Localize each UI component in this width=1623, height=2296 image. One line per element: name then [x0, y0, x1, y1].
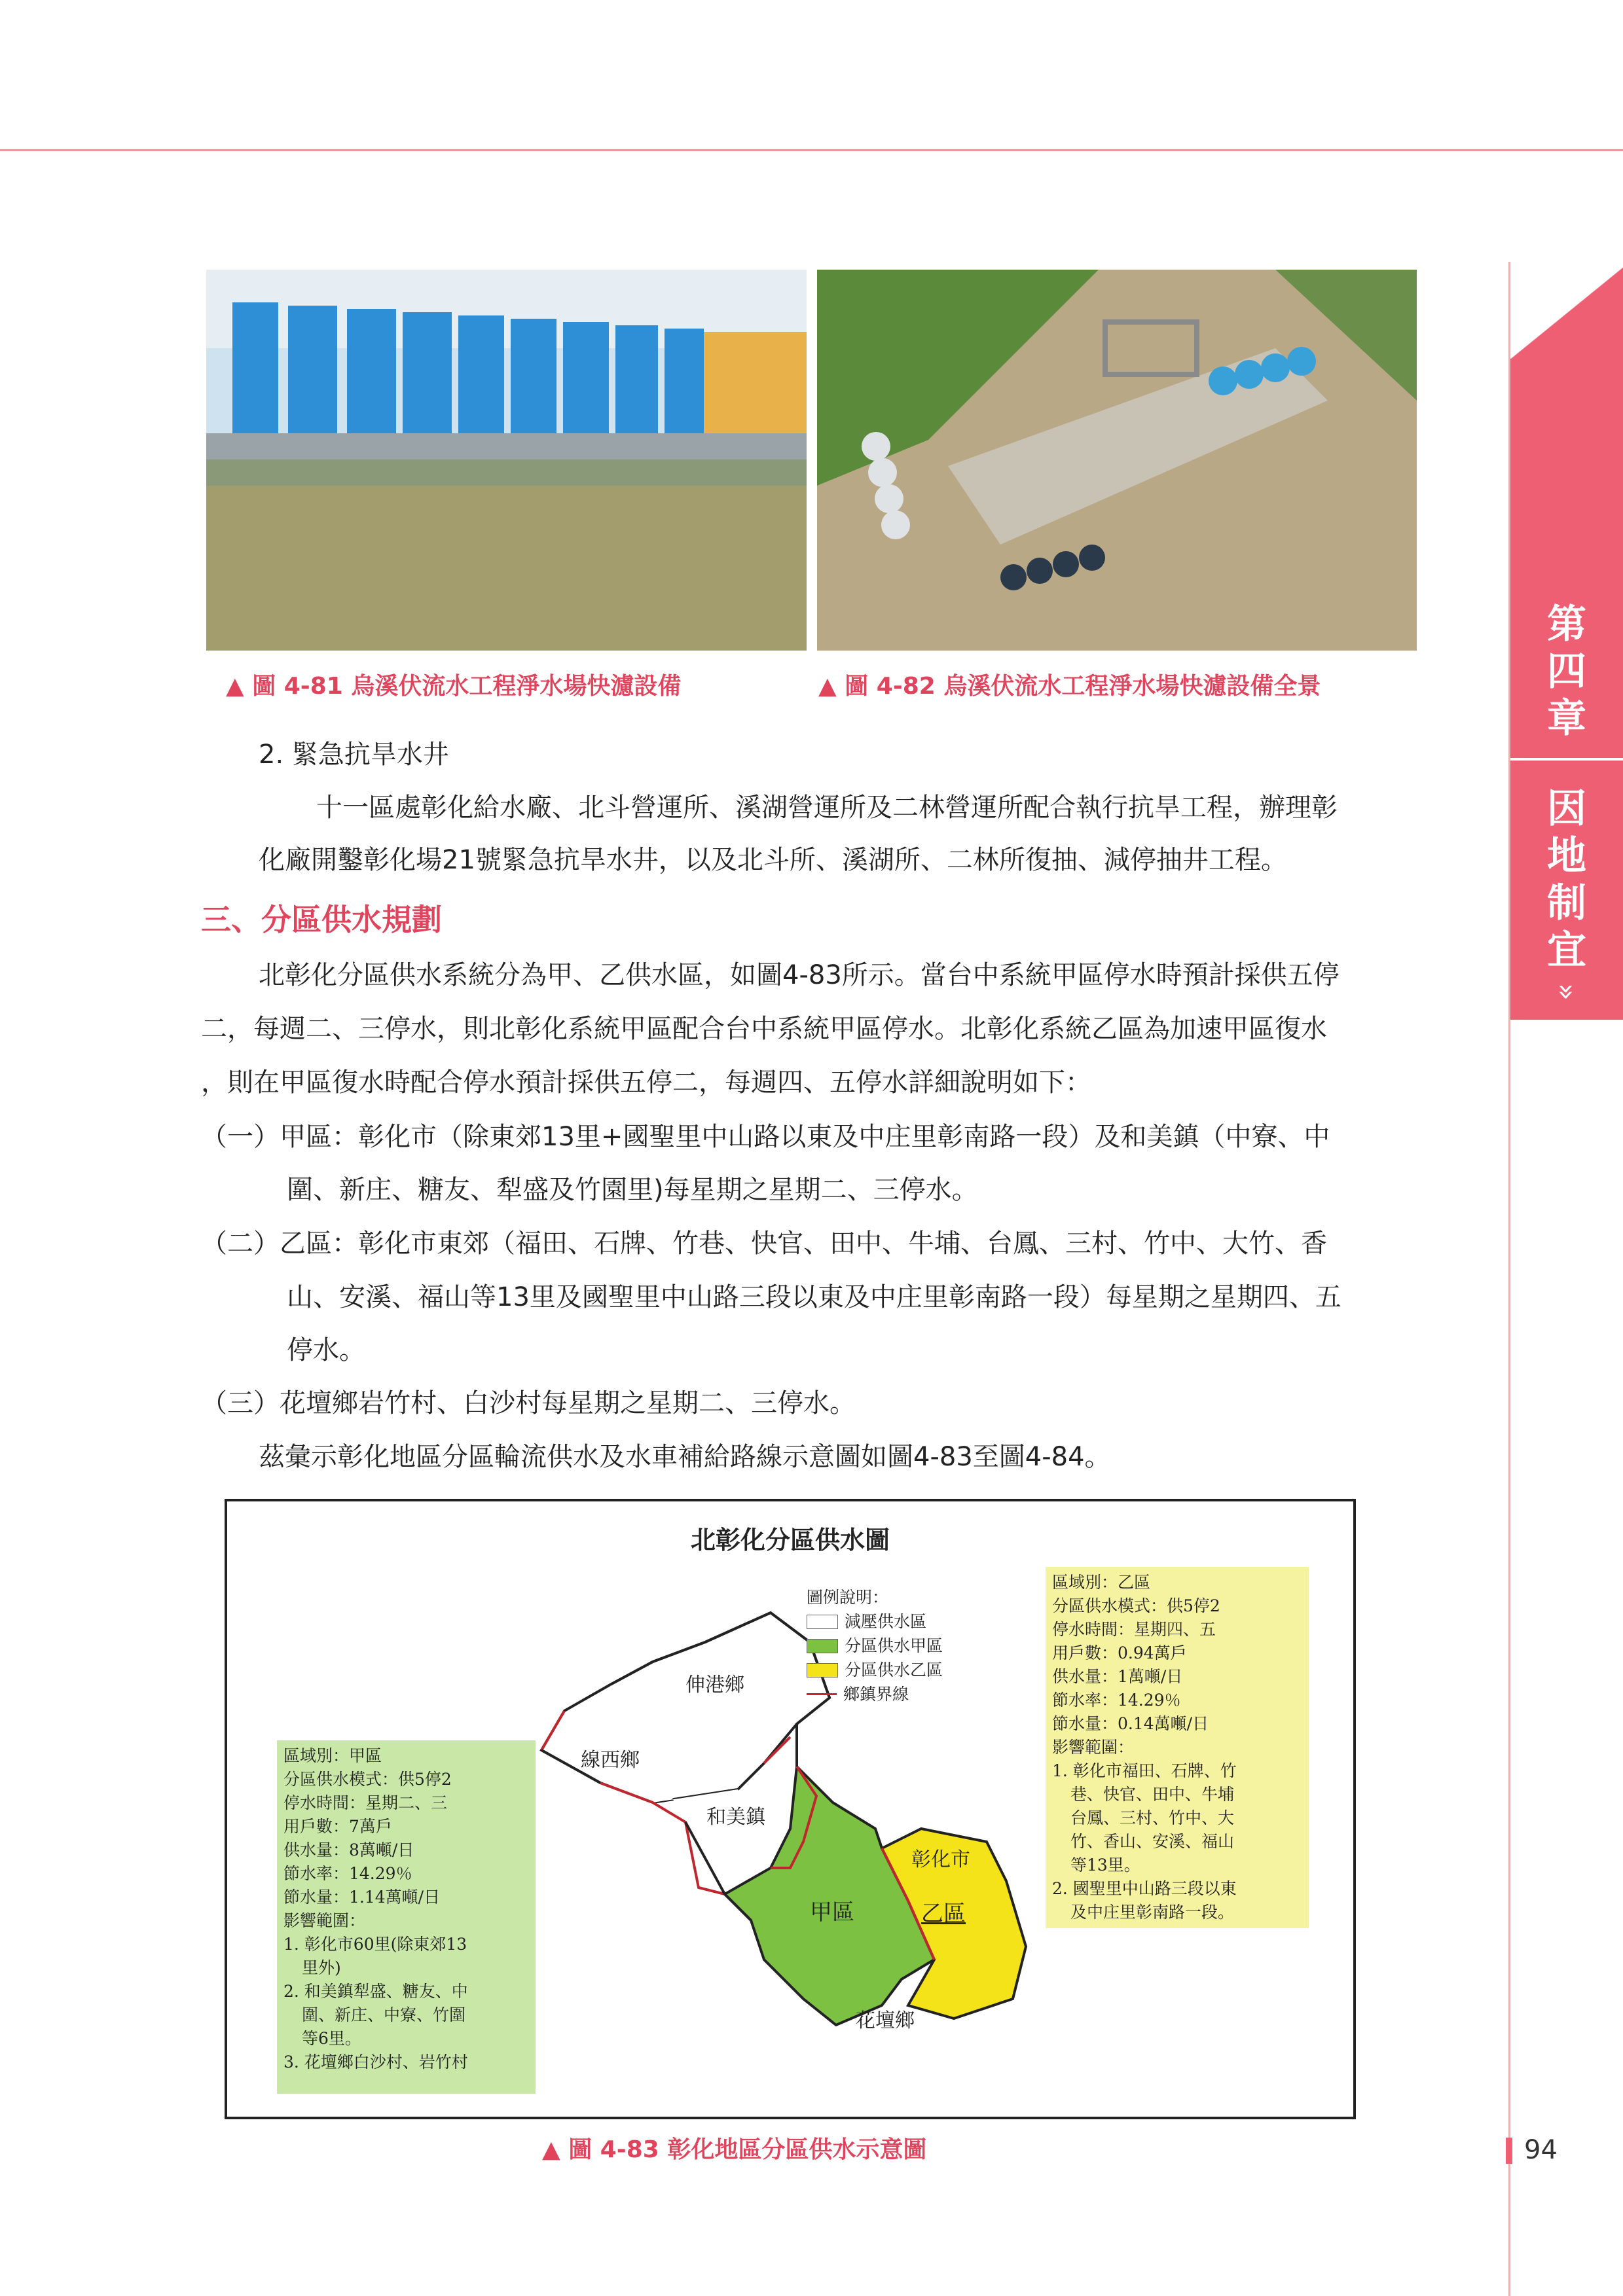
legend-heading: 圖例說明： [807, 1588, 889, 1607]
label-xianxi: 線西鄉 [581, 1749, 640, 1772]
figure-caption-4-81: ▲ 圖 4-81 烏溪伏流水工程淨水場快濾設備 [226, 673, 682, 700]
paragraph-line: 二，每週二、三停水，則北彰化系統甲區配合台中系統甲區停水。北彰化系統乙區為加速甲區復水 [201, 1014, 1327, 1044]
paragraph-line: 北彰化分區供水系統分為甲、乙供水區，如圖4-83所示。當台中系統甲區停水時預計採供五停 [259, 960, 1340, 990]
chapter-label: 第 四 章 [1547, 601, 1586, 742]
list-item-continuation: 山、安溪、福山等13里及國聖里中山路三段以東及中庄里彰南路一段）每星期之星期四、五 [287, 1282, 1341, 1312]
label-zone-b: 乙區 [921, 1901, 966, 1927]
legend-item: 分區供水甲區 [807, 1634, 943, 1658]
zoning-map [225, 1499, 1356, 2119]
figure-caption-4-83: ▲ 圖 4-83 彰化地區分區供水示意圖 [542, 2136, 927, 2163]
list-item: （三）花壇鄉岩竹村、白沙村每星期之星期二、三停水。 [201, 1388, 856, 1418]
label-zone-a: 甲區 [810, 1899, 854, 1926]
list-item-continuation: 圍、新庄、糖友、犁盛及竹園里)每星期之星期二、三停水。 [287, 1175, 978, 1205]
photo-filter-overview [817, 270, 1417, 651]
label-hemei: 和美鎮 [706, 1806, 765, 1829]
legend-item: 分區供水乙區 [807, 1658, 943, 1682]
page-number-marker [1506, 2138, 1512, 2164]
chevron-down-icon: » [1550, 983, 1584, 1001]
chapter-divider [1510, 758, 1623, 761]
paragraph-line: ，則在甲區復水時配合停水預計採供五停二，每週四、五停水詳細說明如下： [201, 1067, 1091, 1098]
label-huatan: 花壇鄉 [856, 2009, 915, 2032]
label-shengang: 伸港鄉 [685, 1674, 744, 1696]
zone-b-info-box: 區域別：乙區 分區供水模式：供5停2 停水時間：星期四、五 用戶數：0.94萬戶 供水量：1萬噸/日 節水率：14.29％ 節水量：0.14萬噸/日 影響範圍： 1. 彰化市福田、石牌、竹 巷、快官、田中、牛埔 台鳳、三村、竹中、大 竹、香山、安溪、福山 等13里。 2. 國聖里中山路三段以東 及中庄里彰南路一段。 [1046, 1567, 1309, 1928]
page-number: 94 [1524, 2135, 1558, 2165]
section-heading: 三、分區供水規劃 [201, 902, 442, 937]
map-title: 北彰化分區供水圖 [690, 1525, 890, 1554]
list-item-continuation: 停水。 [287, 1335, 365, 1365]
label-changhua: 彰化市 [911, 1848, 970, 1871]
subsection-title: 2. 緊急抗旱水井 [259, 740, 449, 770]
legend-item: 減壓供水區 [807, 1609, 943, 1634]
figure-caption-4-82: ▲ 圖 4-82 烏溪伏流水工程淨水場快濾設備全景 [818, 673, 1321, 700]
map-legend [807, 1585, 943, 1706]
list-item: （一）甲區：彰化市（除東郊13里+國聖里中山路以東及中庄里彰南路一段）及和美鎮（中寮、中 [201, 1122, 1330, 1152]
header-rule [0, 149, 1623, 151]
paragraph-line: 化廠開鑿彰化場21號緊急抗旱水井，以及北斗所、溪湖所、二林所復抽、減停抽井工程。 [259, 845, 1287, 875]
photo-filter-equipment [206, 270, 807, 651]
chapter-title: 因 地 制 宜 [1547, 786, 1586, 973]
paragraph-line: 茲彙示彰化地區分區輪流供水及水車補給路線示意圖如圖4-83至圖4-84。 [259, 1442, 1111, 1472]
list-item: （二）乙區：彰化市東郊（福田、石牌、竹巷、快官、田中、牛埔、台鳳、三村、竹中、大竹、香 [201, 1229, 1327, 1259]
paragraph-line: 十一區處彰化給水廠、北斗營運所、溪湖營運所及二林營運所配合執行抗旱工程，辦理彰 [316, 793, 1338, 823]
chapter-tab-slant [1510, 267, 1623, 359]
zone-a-info-box: 區域別：甲區 分區供水模式：供5停2 停水時間：星期二、三 用戶數：7萬戶 供水量：8萬噸/日 節水率：14.29％ 節水量：1.14萬噸/日 影響範圍： 1. 彰化市60里(除東郊13 里外) 2. 和美鎮犁盛、糖友、中 圍、新庄、中寮、竹圍 等6里。 3. 花壇鄉白沙村、岩竹村 [277, 1740, 536, 2094]
legend-item: 鄉鎮界線 [807, 1682, 943, 1706]
